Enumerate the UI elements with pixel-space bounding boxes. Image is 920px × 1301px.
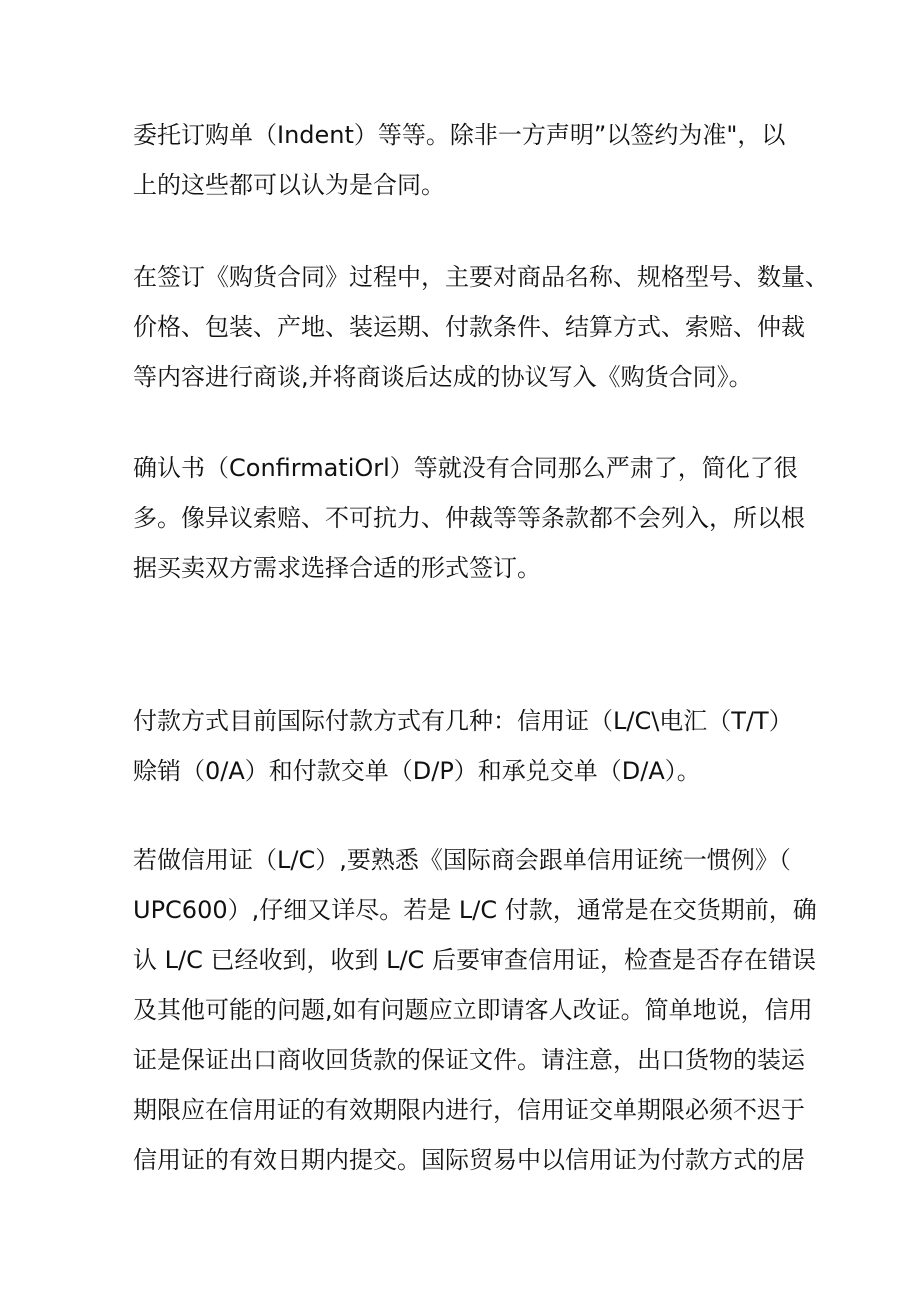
- text-line: 信用证的有效日期内提交。国际贸易中以信用证为付款方式的居: [133, 1146, 805, 1174]
- text-line: 赊销（0/A）和付款交单（D/P）和承兑交单（D/A）。: [133, 757, 701, 785]
- text-line: 价格、包装、产地、装运期、付款条件、结算方式、索赔、仲裁: [133, 313, 805, 341]
- text-line: 及其他可能的问题,如有问题应立即请客人改证。简单地说，信用: [133, 996, 813, 1024]
- paragraph-confirmation: [133, 443, 823, 593]
- text-line: 在签订《购货合同》过程中，主要对商品名称、规格型号、数量、: [133, 263, 829, 291]
- text-line: UPC600）,仔细又详尽。若是 L/C 付款，通常是在交货期前，确: [133, 896, 817, 924]
- text-line: 期限应在信用证的有效期限内进行，信用证交单期限必须不迟于: [133, 1096, 805, 1124]
- paragraph-purchase-contract: [133, 252, 829, 402]
- paragraph-letter-of-credit: [133, 835, 823, 1185]
- text-line: 认 L/C 已经收到，收到 L/C 后要审查信用证，检查是否存在错误: [133, 946, 816, 974]
- text-line: 付款方式目前国际付款方式有几种：信用证（L/C\电汇（T/T）: [133, 707, 793, 735]
- text-line: 若做信用证（L/C）,要熟悉《国际商会跟单信用证统一惯例》（: [133, 846, 791, 874]
- text-line: 确认书（ConfirmatiOrl）等就没有合同那么严肃了，简化了很: [133, 454, 798, 482]
- paragraph-payment-methods: [133, 696, 823, 796]
- text-line: 证是保证出口商收回货款的保证文件。请注意，出口货物的装运: [133, 1046, 805, 1074]
- text-line: 多。像异议索赔、不可抗力、仲裁等等条款都不会列入，所以根: [133, 504, 805, 532]
- text-line: 等内容进行商谈,并将商谈后达成的协议写入《购货合同》。: [133, 363, 753, 391]
- text-line: 据买卖双方需求选择合适的形式签订。: [133, 554, 541, 582]
- text-line: 上的这些都可以认为是合同。: [133, 171, 445, 199]
- paragraph-indent-contract: [133, 110, 823, 210]
- text-line: 委托订购单（Indent）等等。除非一方声明”以签约为准"，以: [133, 121, 786, 149]
